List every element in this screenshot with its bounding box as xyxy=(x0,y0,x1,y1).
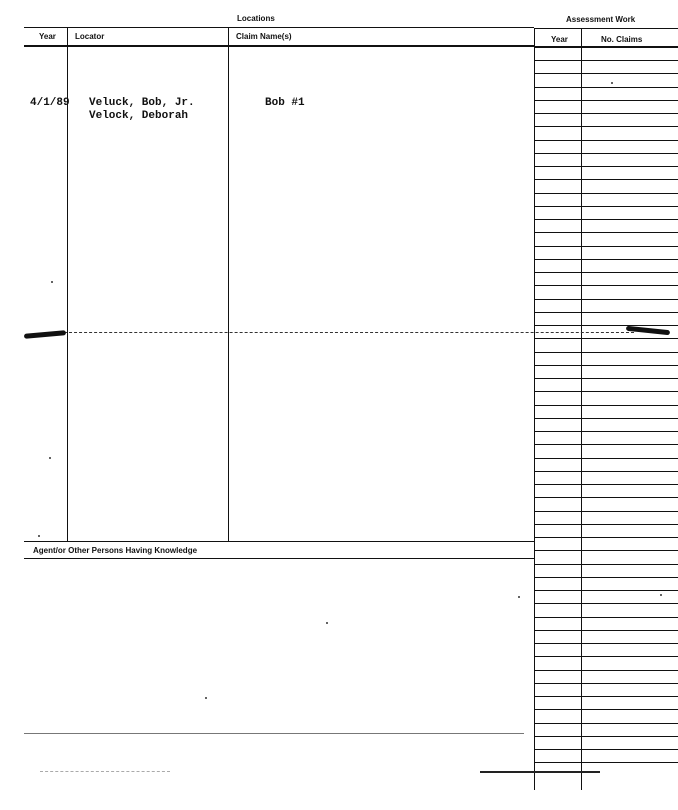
aw-row-rule xyxy=(534,140,678,141)
aw-row-rule xyxy=(534,524,678,525)
column-header-year: Year xyxy=(39,32,56,41)
aw-row-rule xyxy=(534,219,678,220)
aw-row-rule xyxy=(534,656,678,657)
aw-row-rule xyxy=(534,246,678,247)
aw-row-rule xyxy=(534,564,678,565)
divider-aw-left xyxy=(534,28,535,790)
column-header-aw-no-claims: No. Claims xyxy=(601,35,643,44)
aw-row-rule xyxy=(534,630,678,631)
aw-row-rule xyxy=(534,762,678,763)
aw-row-rule xyxy=(534,537,678,538)
entry-locator-1: Veluck, Bob, Jr. xyxy=(89,97,195,109)
aw-row-rule xyxy=(534,736,678,737)
speck xyxy=(611,82,613,84)
aw-row-rule xyxy=(534,312,678,313)
header-top-rule xyxy=(24,27,534,28)
agent-section-top-rule xyxy=(24,541,534,542)
speck xyxy=(660,594,662,596)
assessment-work-title: Assessment Work xyxy=(566,15,636,24)
aw-row-rule xyxy=(534,723,678,724)
aw-row-rule xyxy=(534,365,678,366)
agent-label: Agent/or Other Persons Having Knowledge xyxy=(33,546,198,555)
entry-year: 4/1/89 xyxy=(30,97,70,109)
aw-row-rule xyxy=(534,285,678,286)
column-header-aw-year: Year xyxy=(551,35,568,44)
aw-row-rule xyxy=(534,378,678,379)
aw-row-rule xyxy=(534,590,678,591)
aw-row-rule xyxy=(534,206,678,207)
aw-row-rule xyxy=(534,179,678,180)
aw-row-rule xyxy=(534,153,678,154)
aw-header-bottom-rule xyxy=(534,46,678,48)
aw-row-rule xyxy=(534,484,678,485)
speck xyxy=(205,697,207,699)
aw-row-rule xyxy=(534,458,678,459)
divider-aw-middle xyxy=(581,28,582,790)
column-header-locator: Locator xyxy=(75,32,105,41)
agent-section-bottom-rule xyxy=(24,558,534,559)
aw-row-rule xyxy=(534,100,678,101)
speck xyxy=(326,622,328,624)
aw-row-rule xyxy=(534,232,678,233)
header-bottom-rule xyxy=(24,45,534,47)
aw-row-rule xyxy=(534,643,678,644)
aw-row-rule xyxy=(534,696,678,697)
aw-row-rule xyxy=(534,431,678,432)
aw-row-rule xyxy=(534,259,678,260)
aw-row-rule xyxy=(534,444,678,445)
aw-row-rule xyxy=(534,471,678,472)
aw-row-rule xyxy=(534,166,678,167)
bottom-faint-rule xyxy=(24,733,524,734)
aw-row-rule xyxy=(534,325,678,326)
aw-row-rule xyxy=(534,617,678,618)
entry-locator-2: Velock, Deborah xyxy=(89,110,189,122)
aw-row-rule xyxy=(534,405,678,406)
divider-locator-claim xyxy=(228,28,229,541)
aw-row-rule xyxy=(534,603,678,604)
aw-row-rule xyxy=(534,577,678,578)
aw-row-rule xyxy=(534,272,678,273)
aw-row-rule xyxy=(534,391,678,392)
aw-row-rule xyxy=(534,511,678,512)
column-header-claim-names: Claim Name(s) xyxy=(236,32,292,41)
entry-claim-name: Bob #1 xyxy=(265,97,305,109)
aw-row-rule xyxy=(534,73,678,74)
aw-row-rule xyxy=(534,126,678,127)
aw-row-rule xyxy=(534,87,678,88)
aw-row-rule xyxy=(534,497,678,498)
locations-title: Locations xyxy=(237,14,275,23)
speck xyxy=(51,281,53,283)
aw-row-rule xyxy=(534,113,678,114)
aw-row-rule xyxy=(534,338,678,339)
aw-row-rule xyxy=(534,709,678,710)
speck xyxy=(49,457,51,459)
aw-header-top-rule xyxy=(534,28,678,29)
marker-smear-right xyxy=(626,326,670,336)
bottom-faint-rule-3 xyxy=(480,771,600,773)
aw-row-rule xyxy=(534,193,678,194)
aw-row-rule xyxy=(534,418,678,419)
speck xyxy=(38,535,40,537)
marker-smear-left xyxy=(24,330,66,339)
aw-row-rule xyxy=(534,749,678,750)
aw-row-rule xyxy=(534,670,678,671)
aw-row-rule xyxy=(534,683,678,684)
speck xyxy=(518,596,520,598)
fold-line xyxy=(64,332,634,333)
aw-row-rule xyxy=(534,352,678,353)
bottom-faint-rule-2 xyxy=(40,771,170,772)
aw-row-rule xyxy=(534,550,678,551)
aw-row-rule xyxy=(534,299,678,300)
aw-row-rule xyxy=(534,60,678,61)
